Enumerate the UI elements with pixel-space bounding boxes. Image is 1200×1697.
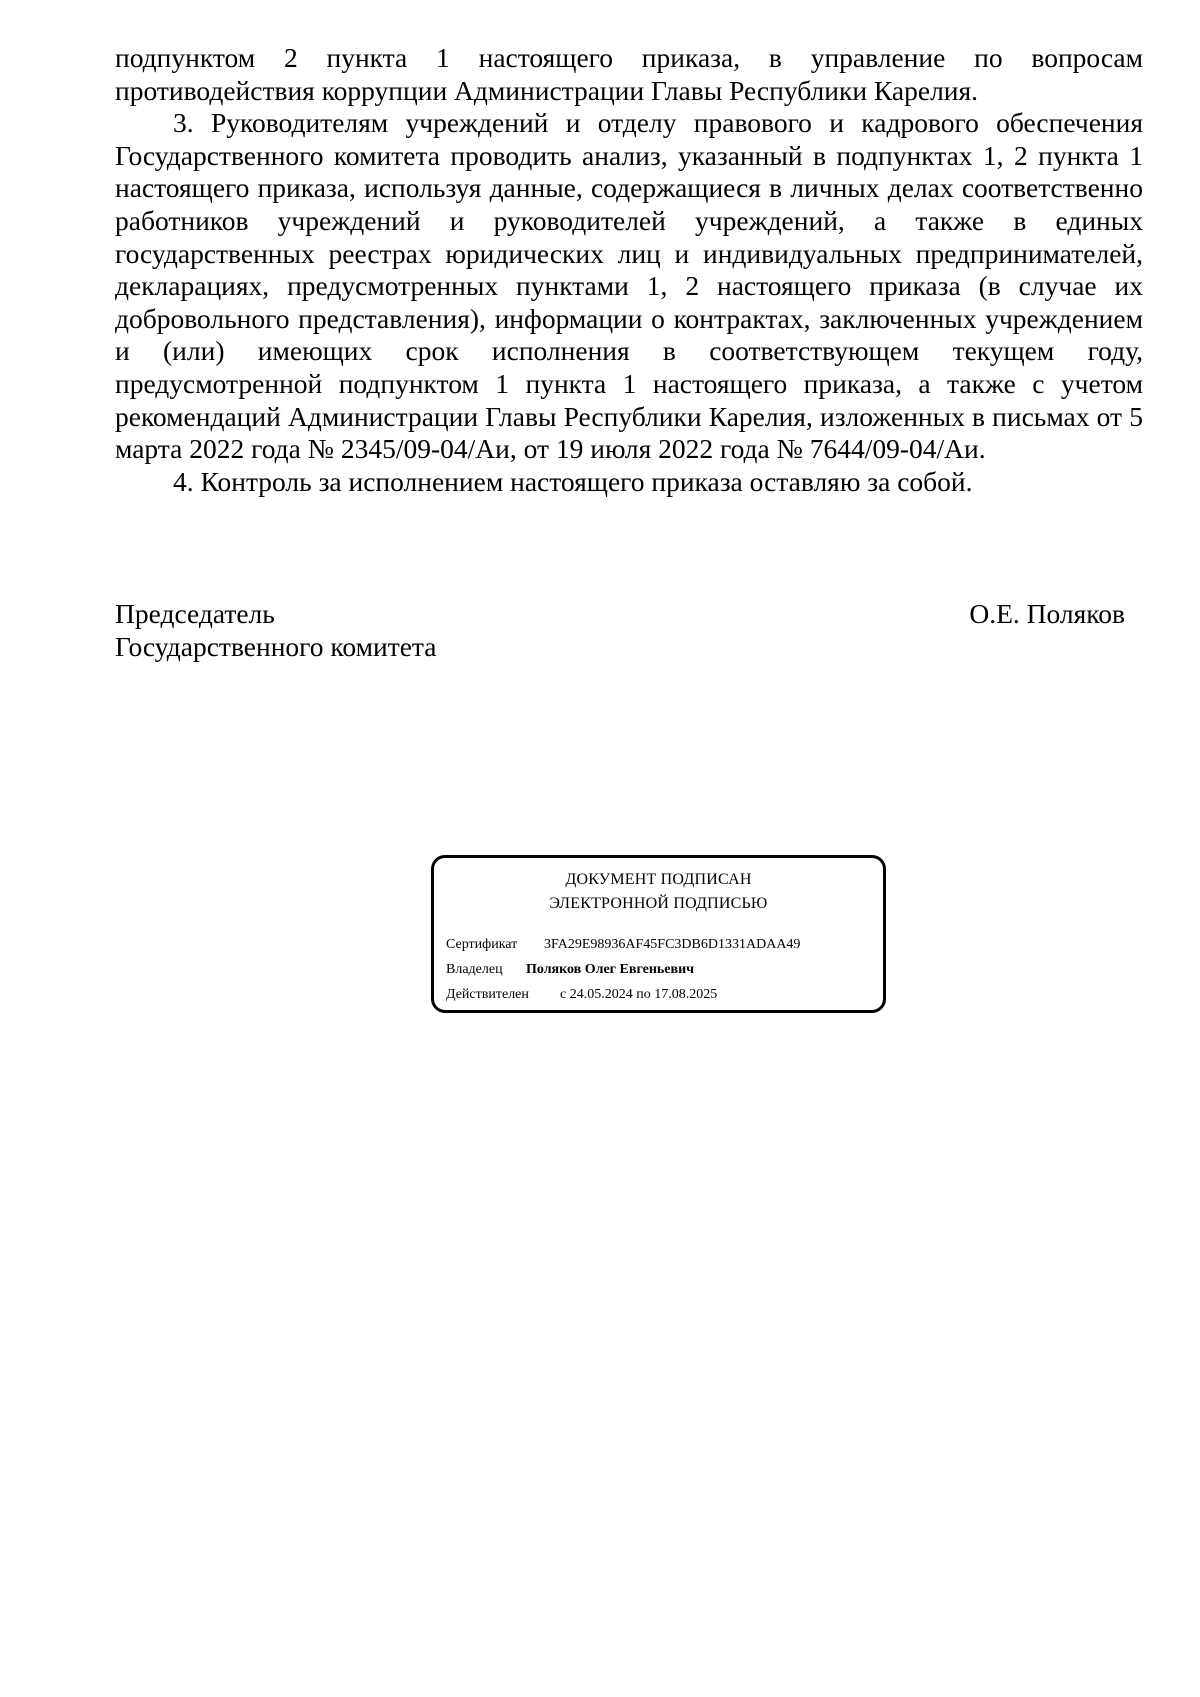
stamp-validity-label: Действителен (446, 987, 529, 1002)
paragraph-continuation: подпунктом 2 пункта 1 настоящего приказа, в управление по вопросам противодействия коррупции Администрации Главы Республики Карелия. (115, 42, 1143, 106)
stamp-certificate-label: Сертификат (446, 937, 518, 952)
stamp-owner-row (446, 961, 694, 979)
stamp-header-line1: ДОКУМЕНТ ПОДПИСАН (565, 871, 752, 888)
stamp-validity-row (446, 986, 717, 1004)
stamp-owner-label: Владелец (446, 962, 503, 977)
signatory-position-line2: Государственного комитета (115, 630, 437, 662)
signatory-name: О.Е. Поляков (969, 598, 1125, 629)
signature-block (115, 598, 1125, 663)
stamp-header-line2: ЭЛЕКТРОННОЙ ПОДПИСЬЮ (549, 895, 768, 912)
document-body (115, 42, 1143, 498)
paragraph-3: 3. Руководителям учреждений и отделу правового и кадрового обеспечения Государственного комитета проводить анализ, указанный в подпунктах 1, 2 пункта 1 настоящего приказа, используя данные, содержащиеся в личных делах соответственно работников учреждений и руководителей учреждений, а также в единых государственных реестрах юридических лиц и индивидуальных предпринимателей, декларациях, предусмотренных пунктами 1, 2 настоящего приказа (в случае их добровольного представления), информации о контрактах, заключенных учреждением и (или) имеющих срок исполнения в соответствующем текущем году, предусмотренной подпунктом 1 пункта 1 настоящего приказа, а также с учетом рекомендаций Администрации Главы Республики Карелия, изложенных в письмах от 5 марта 2022 года № 2345/09-04/Аи, от 19 июля 2022 года № 7644/09-04/Аи. (115, 107, 1143, 465)
signatory-position-line1: Председатель (115, 598, 275, 629)
stamp-validity-value: с 24.05.2024 по 17.08.2025 (560, 987, 718, 1002)
electronic-signature-stamp (431, 855, 886, 1013)
paragraph-4: 4. Контроль за исполнением настоящего приказа оставляю за собой. (173, 465, 973, 497)
stamp-certificate-row (446, 936, 800, 954)
stamp-owner-value: Поляков Олег Евгеньевич (526, 962, 695, 977)
stamp-certificate-value: 3FA29E98936AF45FC3DB6D1331ADAA49 (544, 937, 801, 952)
stamp-header (434, 868, 883, 916)
